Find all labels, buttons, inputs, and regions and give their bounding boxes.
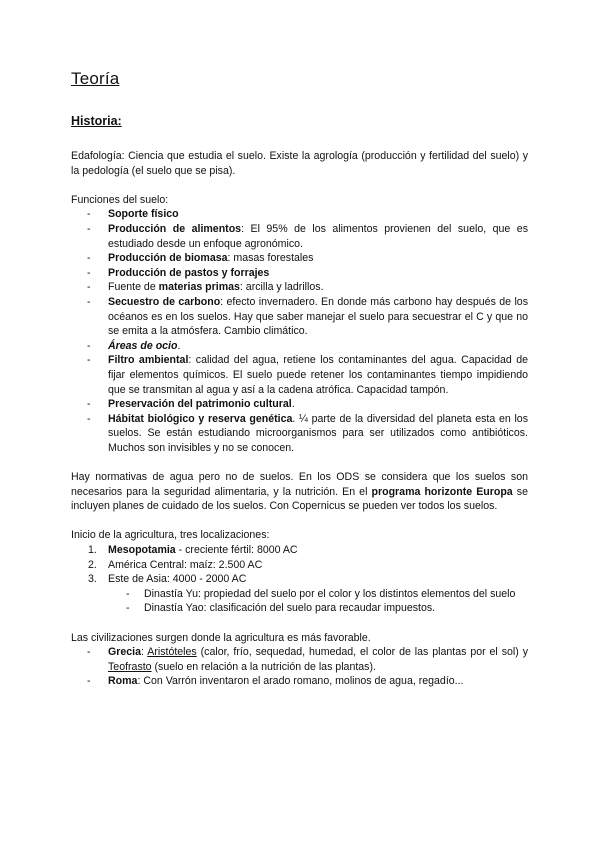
list-item: - Producción de alimentos: El 95% de los alimentos provienen del suelo, que es estudiado desde un enfoque agronómico. <box>71 222 528 251</box>
list-item: - Soporte físico <box>71 207 528 222</box>
document-body <box>71 149 528 689</box>
list-item: 1. Mesopotamia - creciente fértil: 8000 AC <box>88 544 298 557</box>
list-item: - Fuente de materias primas: arcilla y ladrillos. <box>71 280 528 295</box>
list-item: - Áreas de ocio. <box>71 339 528 354</box>
section-heading: Historia: <box>71 114 122 128</box>
agriculture-heading: Inicio de la agricultura, tres localizaciones: <box>71 529 270 542</box>
normativas-paragraph: Hay normativas de agua pero no de suelos. En los ODS se considera que los suelos son necesarios para la seguridad alimentaria, y la nutrición. En el programa horizonte Europa se incluyen planes de cuidado de los suelos. Con Copernicus se pueden ver todos los suelos. <box>71 471 528 513</box>
list-item: - Filtro ambiental: calidad del agua, retiene los contaminantes del agua. Capacidad de fijar elementos químicos. El suelo puede retener los contaminantes tiempo impidiendo que se transmitan al agua y así a la cadena atrófica. Capacidad tampón. <box>71 353 528 397</box>
civilizations-list <box>71 645 528 689</box>
list-item: - Dinastía Yu: propiedad del suelo por el color y los distintos elementos del suelo <box>71 587 528 602</box>
functions-list <box>71 207 528 455</box>
page-title: Teoría <box>71 69 120 88</box>
list-item: - Preservación del patrimonio cultural. <box>71 397 528 412</box>
civilizations-heading: Las civilizaciones surgen donde la agricultura es más favorable. <box>71 631 371 644</box>
functions-heading: Funciones del suelo: <box>71 193 169 206</box>
list-item: 2. América Central: maíz: 2.500 AC <box>88 558 263 571</box>
list-item-roma: - Roma: Con Varrón inventaron el arado romano, molinos de agua, regadío... <box>71 674 528 689</box>
list-item: - Producción de biomasa: masas forestales <box>71 251 528 266</box>
locations-list <box>71 543 528 616</box>
list-item-grecia: - Grecia: Aristóteles (calor, frío, sequedad, humedad, el color de las plantas por el sol) y Teofrasto (suelo en relación a la nutrición de las plantas). <box>71 645 528 674</box>
list-item: - Secuestro de carbono: efecto invernadero. En donde más carbono hay después de los océanos es en los suelos. Hay que saber manejar el suelo para secuestrar el C y que no se emita a la atmósfera. Cambio climático. <box>71 295 528 339</box>
list-item: - Hábitat biológico y reserva genética. ¼ parte de la diversidad del planeta esta en los suelos. Se están estudiando microorganismos para ser utilizados como antibióticos. Muchos son invisibles y no se conocen. <box>71 412 528 456</box>
list-item: - Producción de pastos y forrajes <box>71 266 528 281</box>
list-item: 3. Este de Asia: 4000 - 2000 AC - Dinastía Yu: propiedad del suelo por el color y los distintos elementos del suelo - Dinastía Yao: clasificación del suelo para recaudar impuestos. <box>71 572 528 616</box>
intro-paragraph: Edafología: Ciencia que estudia el suelo. Existe la agrología (producción y fertilidad del suelo) y la pedología (el suelo que se pisa). <box>71 150 528 177</box>
list-item: - Dinastía Yao: clasificación del suelo para recaudar impuestos. <box>71 601 528 616</box>
asia-sublist <box>71 587 528 616</box>
